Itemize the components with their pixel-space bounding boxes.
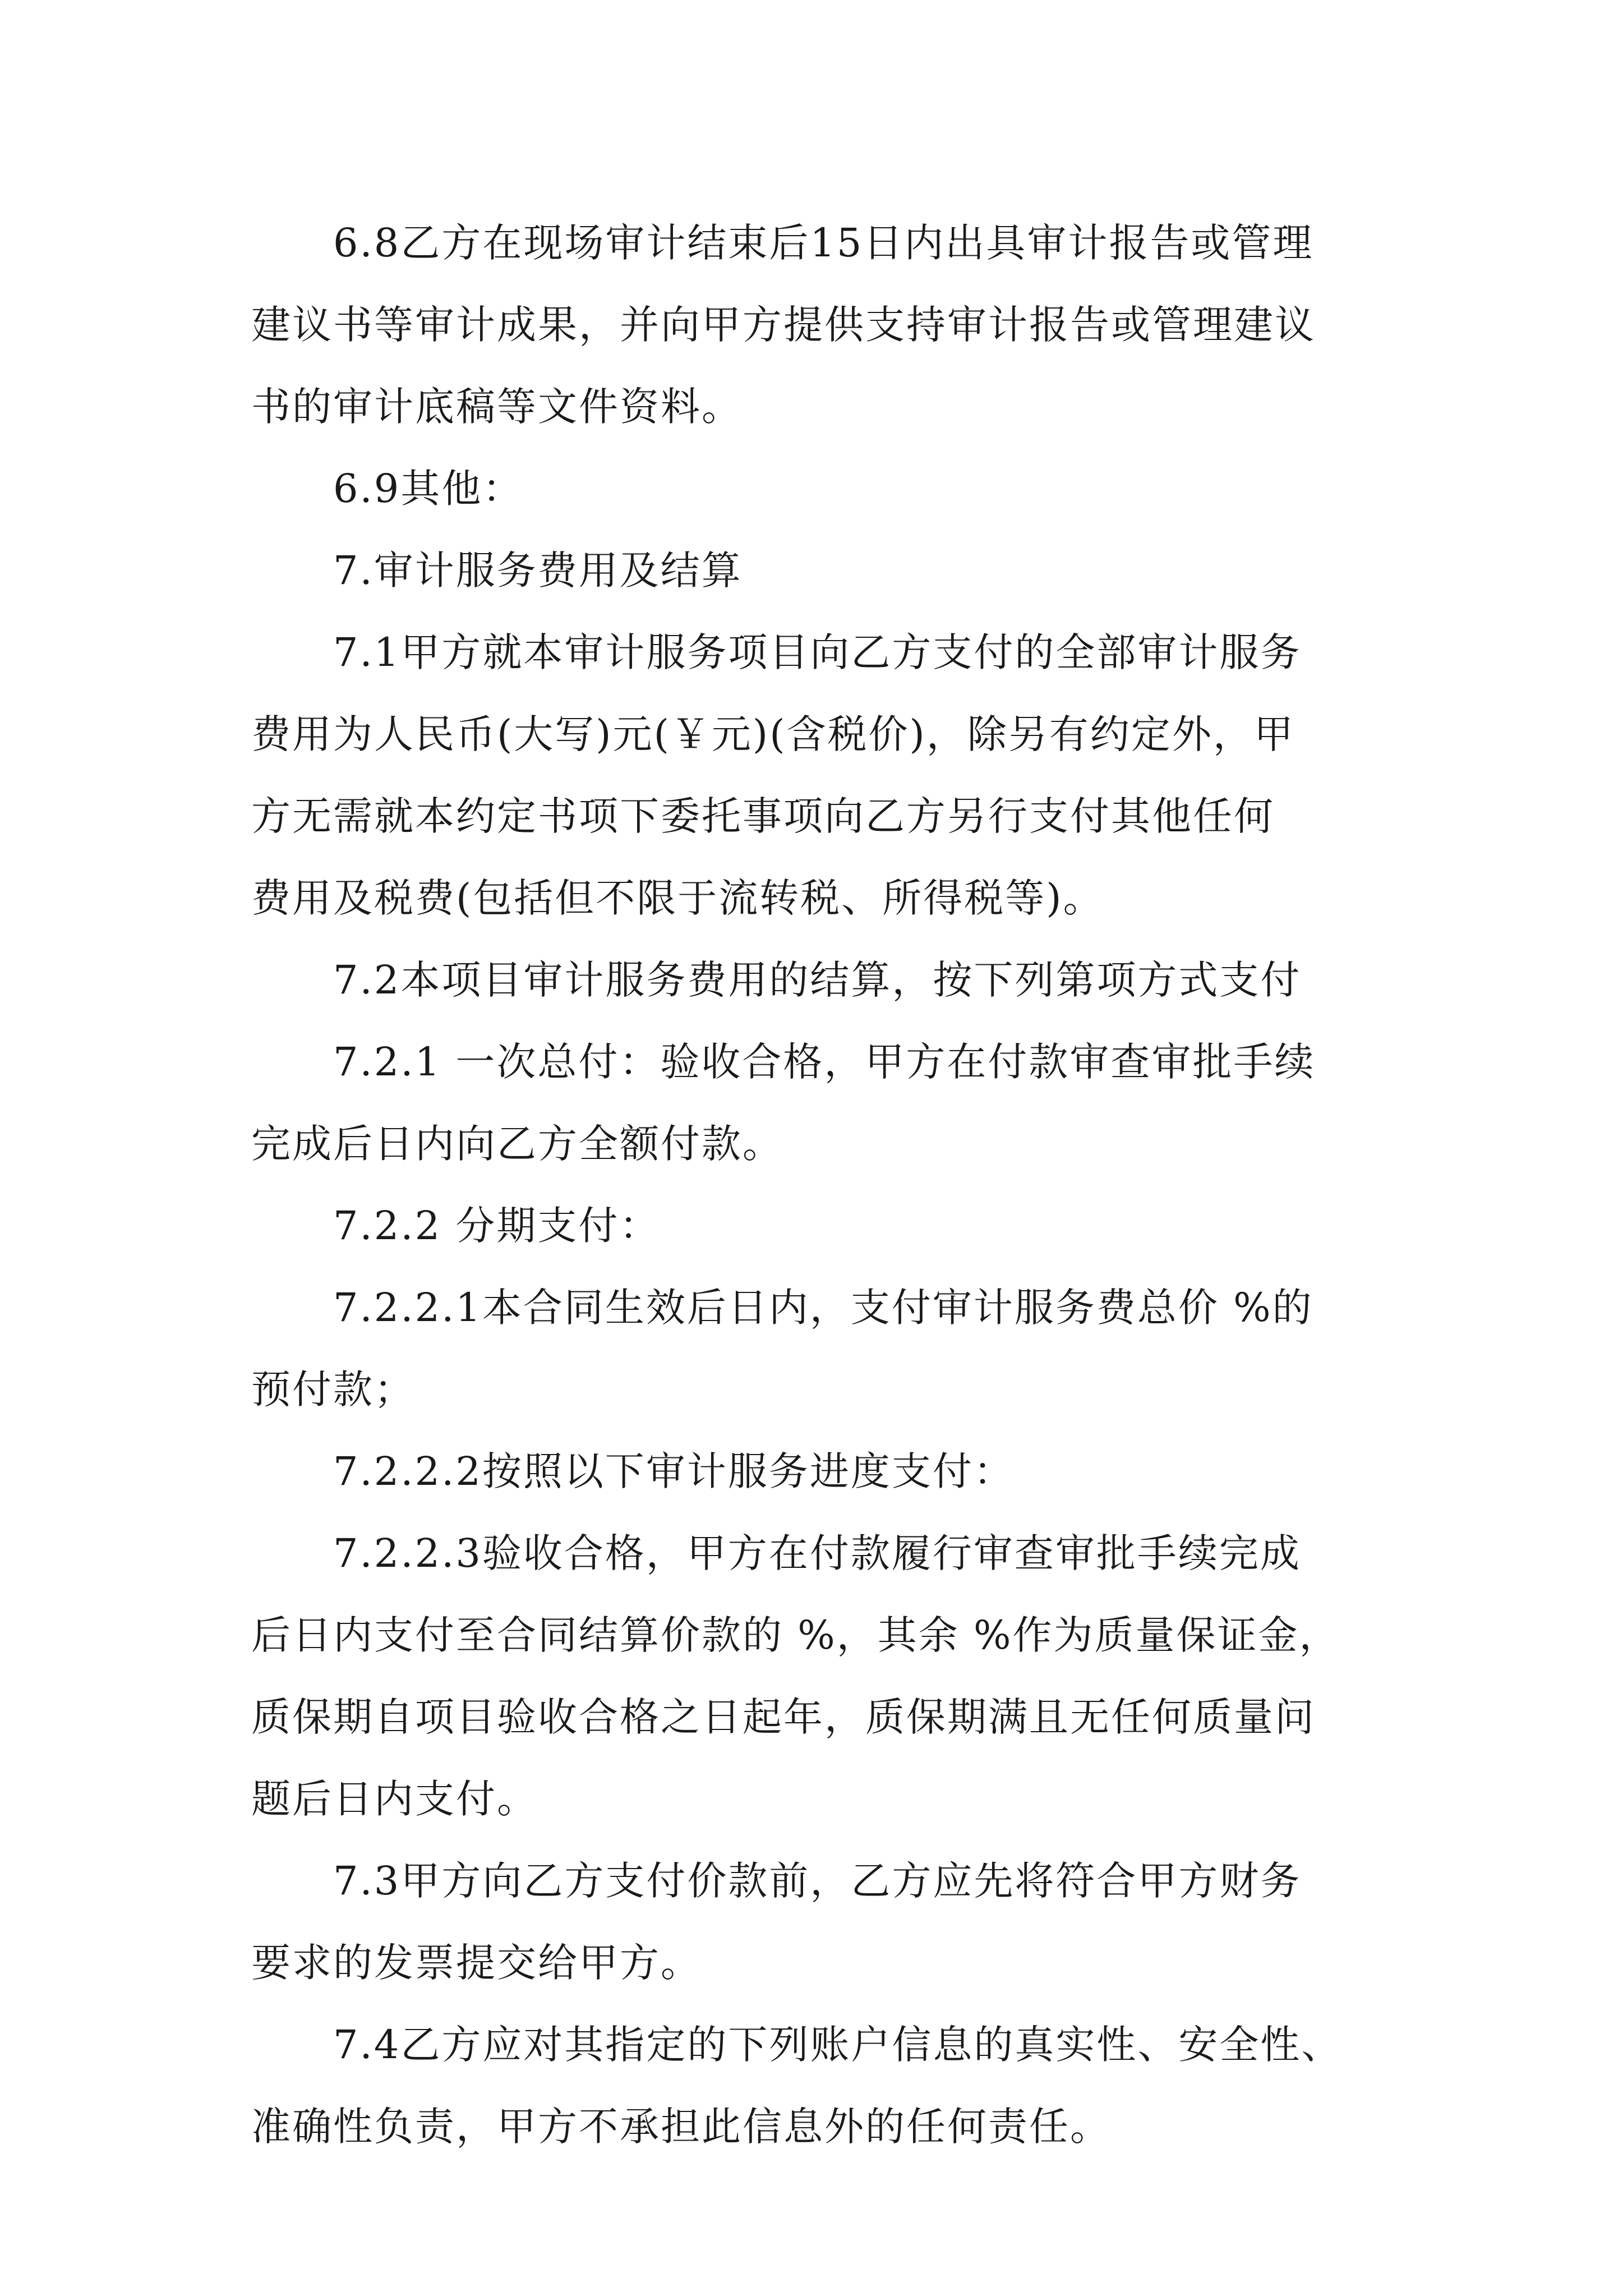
text-line: 准确性负责，甲方不承担此信息外的任何责任。 <box>251 2104 1111 2150</box>
text-line: 7.1甲方就本审计服务项目向乙方支付的全部审计服务 <box>333 629 1302 675</box>
text-line: 7.2.2.2按照以下审计服务进度支付： <box>333 1448 1015 1494</box>
text-line: 费用为人民币(大写)元(￥元)(含税价)，除另有约定外，甲 <box>251 711 1295 757</box>
text-line: 建议书等审计成果，并向甲方提供支持审计报告或管理建议 <box>251 302 1316 348</box>
paragraph-7-1 <box>251 611 1401 939</box>
text-line: 6.8乙方在现场审计结束后15日内出具审计报告或管理 <box>333 220 1314 266</box>
text-line: 7.2本项目审计服务费用的结算，按下列第项方式支付 <box>333 957 1302 1003</box>
paragraph-7-4 <box>251 2004 1401 2168</box>
text-line: 6.9其他： <box>333 466 524 512</box>
text-line: 方无需就本约定书项下委托事项向乙方另行支付其他任何 <box>251 793 1275 839</box>
text-line: 7.审计服务费用及结算 <box>333 547 743 593</box>
paragraph-7-2-2 <box>251 1185 1401 1267</box>
paragraph-7-2-2-1 <box>251 1267 1401 1430</box>
text-line: 7.2.2.1本合同生效后日内，支付审计服务费总价 %的 <box>333 1285 1313 1331</box>
text-line: 预付款； <box>251 1366 415 1412</box>
text-line: 7.2.2.3验收合格，甲方在付款履行审查审批手续完成 <box>333 1530 1301 1576</box>
text-line: 7.2.2 分期支付： <box>333 1203 661 1249</box>
paragraph-6-8 <box>251 202 1401 448</box>
paragraph-6-9 <box>251 448 1401 530</box>
text-line: 质保期自项目验收合格之日起年，质保期满且无任何质量问 <box>251 1694 1316 1740</box>
text-line: 7.2.1 一次总付：验收合格，甲方在付款审查审批手续 <box>333 1039 1316 1085</box>
document-body <box>251 202 1401 2168</box>
text-line: 完成后日内向乙方全额付款。 <box>251 1121 783 1167</box>
text-line: 费用及税费(包括但不限于流转税、所得税等)。 <box>251 875 1104 921</box>
text-line: 题后日内支付。 <box>251 1776 538 1822</box>
text-line: 7.3甲方向乙方支付价款前，乙方应先将符合甲方财务 <box>333 1858 1302 1904</box>
paragraph-7-3 <box>251 1840 1401 2004</box>
section-heading-7 <box>251 530 1401 611</box>
text-line: 要求的发票提交给甲方。 <box>251 1940 702 1986</box>
paragraph-7-2-2-2 <box>251 1430 1401 1512</box>
paragraph-7-2 <box>251 939 1401 1021</box>
text-line: 书的审计底稿等文件资料。 <box>251 384 743 430</box>
paragraph-7-2-1 <box>251 1021 1401 1185</box>
paragraph-7-2-2-3 <box>251 1512 1401 1840</box>
text-line: 后日内支付至合同结算价款的 %，其余 %作为质量保证金， <box>251 1612 1340 1658</box>
text-line: 7.4乙方应对其指定的下列账户信息的真实性、安全性、 <box>333 2022 1343 2068</box>
